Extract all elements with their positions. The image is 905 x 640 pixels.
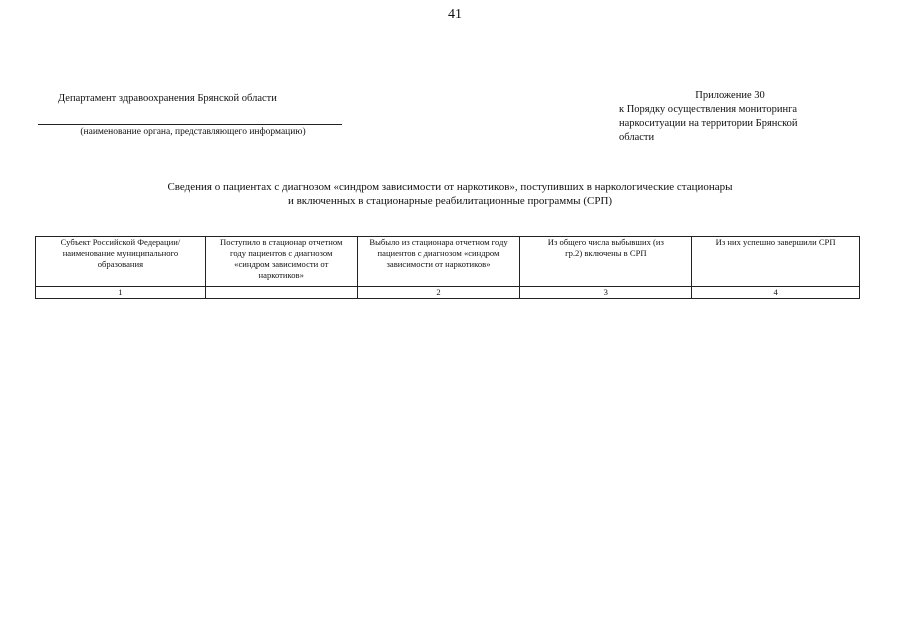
appendix-line: наркоситуации на территории Брянской <box>619 118 798 129</box>
appendix-title: Приложение 30 <box>695 90 765 101</box>
organization-underline <box>38 124 342 125</box>
column-number: 3 <box>520 287 692 299</box>
document-title-line: Сведения о пациентах с диагнозом «синдром зависимости от наркотиков», поступивших в наркологические стационары <box>167 181 733 193</box>
appendix-block <box>619 89 869 145</box>
column-number: 1 <box>36 287 206 299</box>
column-number: 2 <box>357 287 520 299</box>
appendix-line: к Порядку осуществления мониторинга <box>619 104 798 115</box>
header-cell: Поступило в стационар отчетном году пациентов с диагнозом «синдром зависимости от наркотиков» <box>205 237 357 287</box>
table-header-row <box>36 237 860 287</box>
page-number: 41 <box>448 7 462 22</box>
organization-name: Департамент здравоохранения Брянской области <box>58 93 277 104</box>
column-number-row <box>36 287 860 299</box>
header-cell: Из общего числа выбывших (из гр.2) включены в СРП <box>520 237 692 287</box>
document-title <box>60 180 840 208</box>
organization-caption: (наименование органа, представляющего информацию) <box>80 127 306 137</box>
header-cell: Субъект Российской Федерации/ наименование муниципального образования <box>36 237 206 287</box>
column-number: 4 <box>692 287 860 299</box>
header-cell: Выбыло из стационара отчетном году пациентов с диагнозом «синдром зависимости от наркотиков» <box>357 237 520 287</box>
column-number <box>205 287 357 299</box>
data-table <box>35 236 860 299</box>
header-cell: Из них успешно завершили СРП <box>692 237 860 287</box>
document-title-line: и включенных в стационарные реабилитационные программы (СРП) <box>287 195 613 207</box>
appendix-line: области <box>619 132 655 143</box>
